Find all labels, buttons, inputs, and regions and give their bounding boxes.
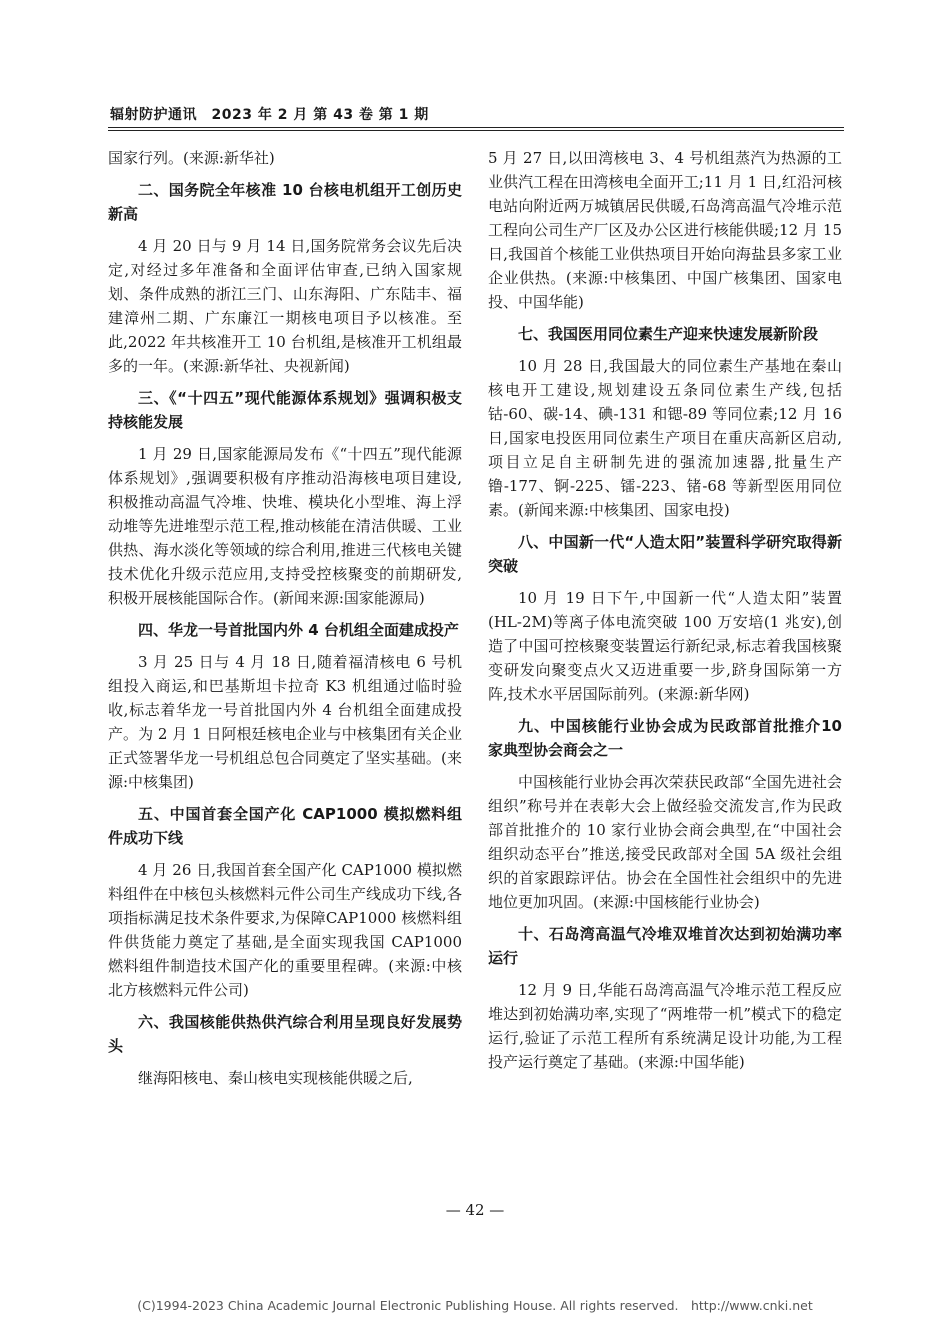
section-heading: 二、国务院全年核准 10 台核电机组开工创历史新高 [108, 181, 462, 223]
paragraph: 国家行列。(来源:新华社) [108, 149, 275, 167]
paragraph: 中国核能行业协会再次荣获民政部“全国先进社会组织”称号并在表彰大会上做经验交流发言,作为民政部首批推介的 10 家行业协会商会典型,在“中国社会组织动态平台”推送,接受民政部对全国 5A 级社会组织的首家跟踪评估。协会在全国性社会组织中的先进地位更加巩固。(来源:中国核能行业协会) [488, 773, 842, 911]
paragraph: 继海阳核电、秦山核电实现核能供暖之后, [138, 1069, 413, 1087]
right-column [488, 146, 842, 1074]
paragraph: 10 月 28 日,我国最大的同位素生产基地在秦山核电开工建设,规划建设五条同位素生产线,包括钴-60、碳-14、碘-131 和锶-89 等同位素;12 月 16 日,国家电投医用同位素生产项目在重庆高新区启动,项目立足自主研制先进的强流加速器,批量生产镥-177、锕-225、镭-223、锗-68 等新型医用同位素。(新闻来源:中核集团、国家电投) [488, 357, 842, 519]
section-heading: 十、石岛湾高温气冷堆双堆首次达到初始满功率运行 [488, 925, 842, 967]
section-heading: 八、中国新一代“人造太阳”装置科学研究取得新突破 [488, 533, 842, 575]
section-heading: 四、华龙一号首批国内外 4 台机组全面建成投产 [138, 621, 459, 639]
paragraph: 3 月 25 日与 4 月 18 日,随着福清核电 6 号机组投入商运,和巴基斯坦卡拉奇 K3 机组通过临时验收,标志着华龙一号首批国内外 4 台机组全面建成投产。为 2 月 1 日阿根廷核电企业与中核集团有关企业正式签署华龙一号机组总包合同奠定了坚实基础。(来源:中核集团) [108, 653, 462, 791]
section-heading: 九、中国核能行业协会成为民政部首批推介10 家典型协会商会之一 [488, 717, 842, 759]
copyright-footer: (C)1994-2023 China Academic Journal Electronic Publishing House. All rights reserved. http://www.cnki.net [137, 1298, 813, 1313]
section-heading: 三、《“十四五”现代能源体系规划》强调积极支持核能发展 [108, 389, 462, 431]
section-heading: 六、我国核能供热供汽综合利用呈现良好发展势头 [108, 1013, 462, 1055]
section-heading: 五、中国首套全国产化 CAP1000 模拟燃料组件成功下线 [108, 805, 462, 847]
paragraph: 1 月 29 日,国家能源局发布《“十四五”现代能源体系规划》,强调要积极有序推动沿海核电项目建设,积极推动高温气冷堆、快堆、模块化小型堆、海上浮动堆等先进堆型示范工程,推动核能在清洁供暖、工业供热、海水淡化等领域的综合利用,推进三代核电关键技术优化升级示范应用,支持受控核聚变的前期研发,积极开展核能国际合作。(新闻来源:国家能源局) [108, 445, 462, 607]
paragraph: 10 月 19 日下午,中国新一代“人造太阳”装置(HL-2M)等离子体电流突破 100 万安培(1 兆安),创造了中国可控核聚变装置运行新纪录,标志着我国核聚变研发向聚变点火又迈进重要一步,跻身国际第一方阵,技术水平居国际前列。(来源:新华网) [488, 589, 842, 703]
header-rule-double [108, 130, 844, 131]
left-column [108, 146, 462, 1090]
section-heading: 七、我国医用同位素生产迎来快速发展新阶段 [518, 325, 819, 343]
page-number: — 42 — [445, 1201, 505, 1219]
paragraph: 5 月 27 日,以田湾核电 3、4 号机组蒸汽为热源的工业供汽工程在田湾核电全面开工;11 月 1 日,红沿河核电站向附近两万城镇居民供暖,石岛湾高温气冷堆示范工程向公司生产厂区及办公区进行核能供暖;12 月 15 日,我国首个核能工业供热项目开始向海盐县多家工业企业供热。(来源:中核集团、中国广核集团、国家电投、中国华能) [488, 149, 842, 311]
running-head: 辐射防护通讯 2023 年 2 月 第 43 卷 第 1 期 [110, 107, 429, 123]
paragraph: 12 月 9 日,华能石岛湾高温气冷堆示范工程反应堆达到初始满功率,实现了“两堆带一机”模式下的稳定运行,验证了示范工程所有系统满足设计功能,为工程投产运行奠定了基础。(来源:中国华能) [488, 981, 842, 1071]
header-rule [108, 127, 844, 128]
paragraph: 4 月 20 日与 9 月 14 日,国务院常务会议先后决定,对经过多年准备和全面评估审查,已纳入国家规划、条件成熟的浙江三门、山东海阳、广东陆丰、福建漳州二期、广东廉江一期核电项目予以核准。至此,2022 年共核准开工 10 台机组,是核准开工机组最多的一年。(来源:新华社、央视新闻) [108, 237, 462, 375]
paragraph: 4 月 26 日,我国首套全国产化 CAP1000 模拟燃料组件在中核包头核燃料元件公司生产线成功下线,各项指标满足技术条件要求,为保障CAP1000 核燃料组件供货能力奠定了基础,是全面实现我国 CAP1000 燃料组件制造技术国产化的重要里程碑。(来源:中核北方核燃料元件公司) [108, 861, 462, 999]
